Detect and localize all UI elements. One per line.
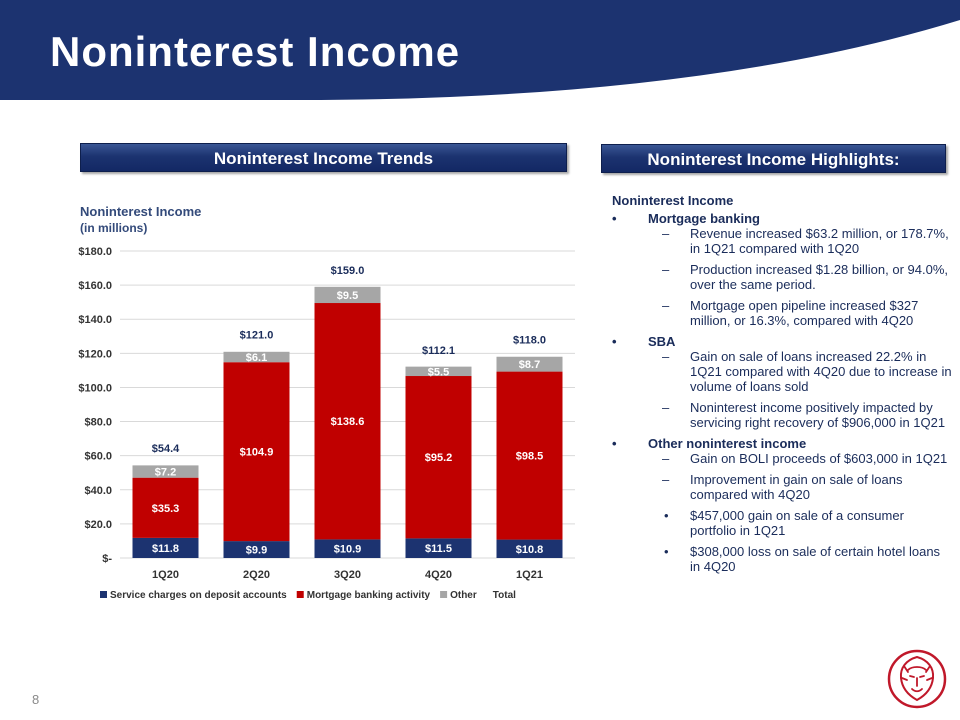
data-label: $11.5 (425, 543, 452, 556)
chart-title: Noninterest Income (80, 204, 202, 219)
data-label: $138.6 (330, 416, 365, 429)
y-tick-label: $40.0 (84, 484, 112, 497)
data-label: $7.2 (154, 466, 177, 479)
data-label: $5.5 (427, 366, 450, 379)
highlight-section-title: • SBA (648, 334, 676, 349)
total-label: $159.0 (330, 264, 365, 277)
y-tick-label: $160.0 (78, 280, 112, 293)
highlights-heading: Noninterest Income (612, 193, 734, 208)
total-label: $112.1 (421, 344, 456, 357)
highlight-section (612, 211, 952, 328)
x-tick-label: 1Q20 (152, 569, 179, 581)
legend-label: Other (450, 590, 477, 601)
data-label: $95.2 (424, 452, 453, 465)
data-label: $98.5 (515, 450, 544, 463)
y-tick-label: $20.0 (84, 518, 112, 531)
highlights-panel (612, 193, 952, 580)
legend-label: Service charges on deposit accounts (110, 590, 287, 601)
highlight-subitem: • $457,000 gain on sale of a consumer portfolio in 1Q21 (570, 508, 952, 538)
highlights-banner: Noninterest Income Highlights: (601, 144, 946, 173)
data-label: $10.8 (515, 543, 544, 556)
chart-subtitle: (in millions) (80, 221, 148, 235)
legend-swatch (440, 591, 447, 598)
highlight-subitem: • $308,000 loss on sale of certain hotel loans in 4Q20 (570, 544, 952, 574)
highlight-section (612, 334, 952, 430)
x-tick-label: 4Q20 (425, 569, 452, 581)
lion-head-icon (886, 648, 948, 710)
y-tick-label: $80.0 (84, 416, 112, 429)
chart-banner: Noninterest Income Trends (80, 143, 567, 172)
data-label: $6.1 (245, 352, 268, 365)
x-tick-label: 1Q21 (516, 569, 543, 581)
data-label: $8.7 (518, 359, 541, 372)
legend-label: Mortgage banking activity (306, 590, 431, 601)
data-label: $104.9 (239, 446, 274, 459)
y-tick-label: $100.0 (78, 382, 112, 395)
legend-swatch (100, 591, 107, 598)
data-label: $11.8 (152, 542, 179, 555)
highlights-list (612, 211, 952, 574)
y-tick-label: $60.0 (84, 450, 112, 463)
data-label: $9.5 (336, 289, 359, 302)
y-tick-label: $140.0 (78, 314, 112, 327)
page-title: Noninterest Income (50, 28, 461, 75)
page-number: 8 (32, 692, 40, 707)
y-tick-label: $- (102, 553, 112, 565)
legend-label: Total (492, 590, 516, 601)
highlight-item: – Noninterest income positively impacted by servicing right recovery of $906,000 in 1Q21 (612, 400, 952, 430)
legend-swatch (297, 591, 304, 598)
total-label: $54.4 (151, 443, 180, 456)
highlight-item: – Mortgage open pipeline increased $327 million, or 16.3%, compared with 4Q20 (612, 298, 952, 328)
data-label: $35.3 (151, 502, 180, 515)
data-label: $9.9 (245, 544, 268, 557)
total-label: $121.0 (239, 329, 274, 342)
y-tick-label: $120.0 (78, 348, 112, 361)
highlight-section (612, 436, 952, 574)
highlight-item: – Revenue increased $63.2 million, or 178.7%, in 1Q21 compared with 1Q20 (612, 226, 952, 256)
highlight-section-title: • Mortgage banking (648, 211, 760, 226)
highlight-item: – Gain on BOLI proceeds of $603,000 in 1Q21 (612, 451, 952, 466)
y-tick-label: $180.0 (78, 246, 112, 258)
highlight-item: – Production increased $1.28 billion, or 94.0%, over the same period. (612, 262, 952, 292)
total-label: $118.0 (512, 334, 547, 347)
highlight-section-title: • Other noninterest income (648, 436, 807, 451)
highlight-item: – Gain on sale of loans increased 22.2% in 1Q21 compared with 4Q20 due to increase in volume of loans sold (612, 349, 952, 394)
data-label: $10.9 (333, 543, 362, 556)
x-tick-label: 2Q20 (243, 569, 270, 581)
x-tick-label: 3Q20 (334, 569, 361, 581)
highlight-item: – Improvement in gain on sale of loans compared with 4Q20 (612, 472, 952, 502)
